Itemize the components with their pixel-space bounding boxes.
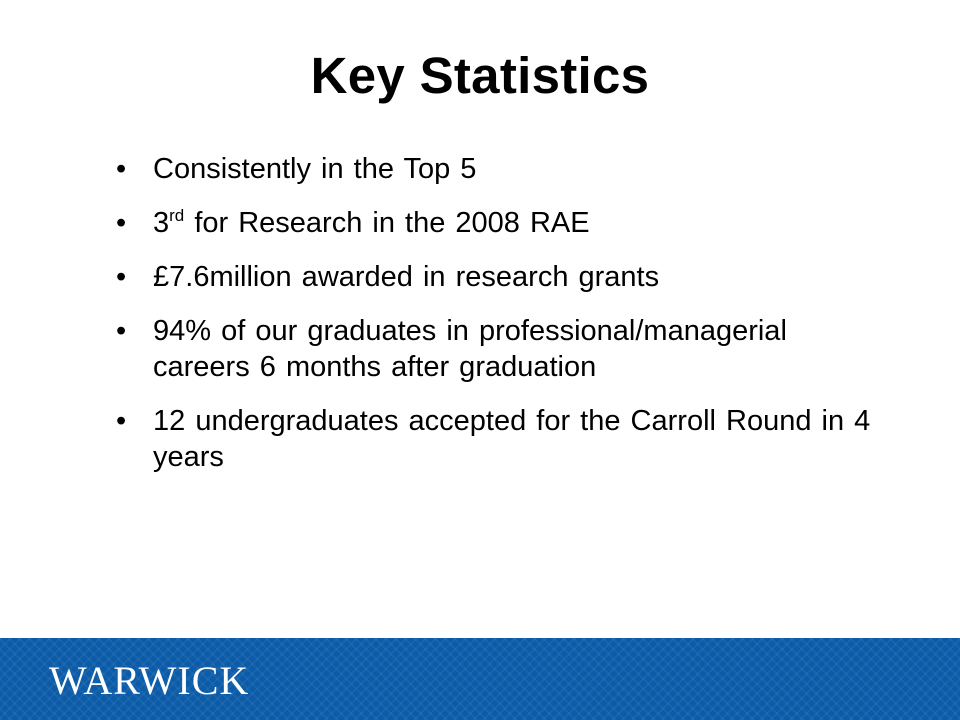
statistics-list [116, 151, 876, 493]
bullet-text: Consistently in the Top 5 [153, 153, 477, 185]
warwick-logo: WARWICK [49, 658, 250, 703]
bullet-icon: • [116, 153, 127, 185]
list-item [116, 313, 876, 385]
bullet-text: 12 undergraduates accepted for the Carroll Round in 4 years [153, 405, 871, 473]
bullet-number: 3 [153, 207, 170, 239]
bullet-icon: • [116, 315, 127, 347]
bullet-icon: • [116, 405, 127, 437]
list-item [116, 259, 876, 295]
bullet-text: 94% of our graduates in professional/managerial careers 6 months after graduation [153, 315, 787, 383]
list-item [116, 205, 876, 241]
bullet-text: £7.6million awarded in research grants [153, 261, 660, 293]
ordinal-suffix: rd [169, 206, 185, 225]
slide-title: Key Statistics [310, 47, 650, 104]
bullet-icon: • [116, 261, 127, 293]
bullet-text: for Research in the 2008 RAE [184, 207, 590, 239]
list-item [116, 403, 876, 475]
list-item [116, 151, 876, 187]
bullet-icon: • [116, 207, 127, 239]
footer-bar [0, 638, 960, 720]
